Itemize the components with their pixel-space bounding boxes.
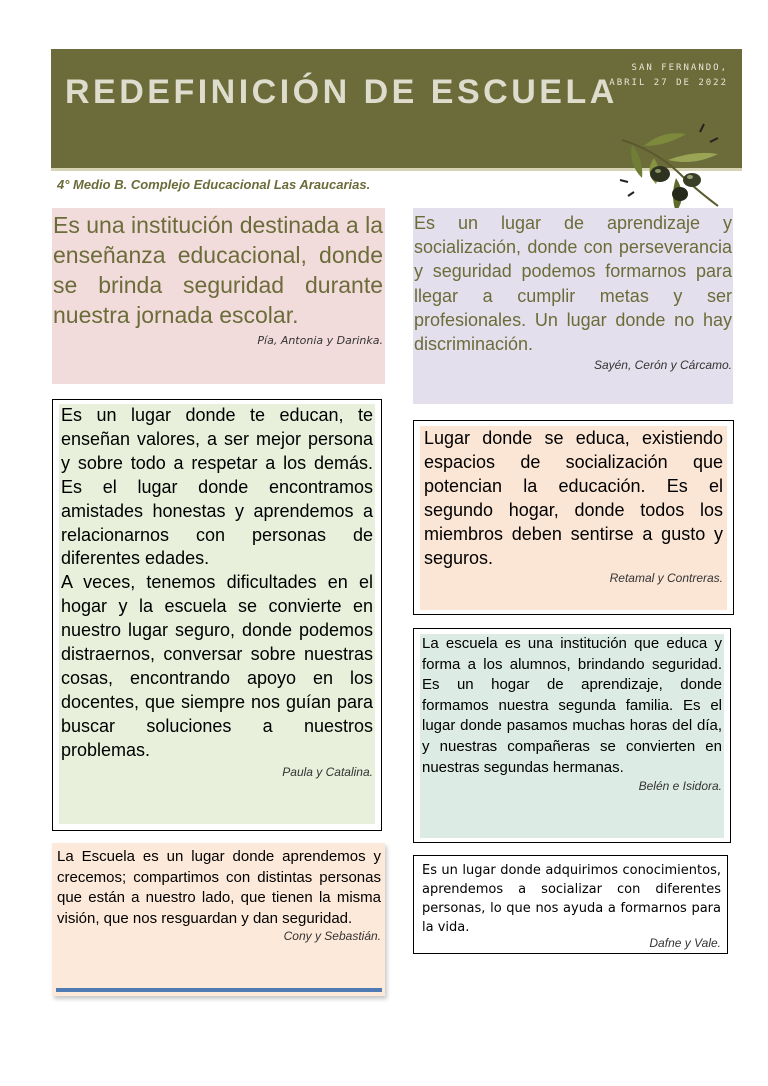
definition-text: Es un lugar de aprendizaje y socialización, donde con perseverancia y seguridad podemos formarnos para llegar a cumplir metas y ser profesionales. Un lugar donde no hay discriminación. (414, 213, 732, 355)
place-text: SAN FERNANDO, (631, 63, 728, 73)
definition-text: Es una institución destinada a la enseñanza educacional, donde se brinda seguridad durante nuestra jornada escolar. (53, 212, 383, 328)
subtitle: 4° Medio B. Complejo Educacional Las Araucarias. (57, 177, 371, 192)
olive-branch-icon (614, 120, 726, 216)
authors: Sayén, Cerón y Cárcamo. (593, 358, 732, 373)
date-text: ABRIL 27 DE 2022 (609, 78, 728, 88)
definition-box-5 (413, 628, 731, 843)
authors: Belén e Isidora. (638, 779, 722, 794)
box-accent-bar (56, 988, 382, 992)
definition-box-7 (413, 855, 728, 954)
definition-box-1 (52, 208, 385, 384)
place-date (609, 61, 728, 91)
authors: Dafne y Vale. (649, 936, 721, 950)
definition-box-2 (413, 208, 733, 404)
authors: Pía, Antonia y Darinka. (257, 334, 383, 347)
definition-box-3 (52, 399, 382, 831)
definition-text: Lugar donde se educa, existiendo espacios de socialización que potencian la educación. Es el segundo hogar, donde todos los miembros deben sentirse a gusto y seguros. (424, 428, 723, 568)
page-title: REDEFINICIÓN DE ESCUELA (65, 73, 618, 111)
definition-text: La escuela es una institución que educa y forma a los alumnos, brindando seguridad. Es un hogar de aprendizaje, donde formamos nuestra segunda familia. Es el lugar donde pasamos muchas horas del día, y nuestras compañeras se convierten en nuestras segundas hermanas. (422, 635, 722, 776)
authors: Cony y Sebastián. (283, 929, 381, 944)
definition-text: La Escuela es un lugar donde aprendemos y crecemos; compartimos con distintas personas que están a nuestro lado, que tienen la misma visión, que nos resguardan y dan seguridad. (57, 848, 381, 927)
definition-box-4 (413, 420, 734, 615)
authors: Retamal y Contreras. (609, 571, 723, 585)
authors: Paula y Catalina. (282, 764, 373, 779)
definition-box-6 (52, 843, 385, 996)
definition-text: Es un lugar donde te educan, te enseñan valores, a ser mejor persona y sobre todo a respetar a los demás. Es el lugar donde encontramos amistades honestas y aprendemos a relacionarnos con personas de diferentes edades. (61, 405, 373, 569)
definition-text-continued: A veces, tenemos dificultades en el hogar y la escuela se convierte en nuestro lugar seguro, donde podemos distraernos, conversar sobre nuestras cosas, encontrando apoyo en los docentes, que siempre nos guían para buscar soluciones a nuestros problemas. (61, 572, 373, 760)
definition-text: Es un lugar donde adquirimos conocimientos, aprendemos a socializar con diferentes personas, lo que nos ayuda a formarnos para la vida. (422, 863, 721, 935)
